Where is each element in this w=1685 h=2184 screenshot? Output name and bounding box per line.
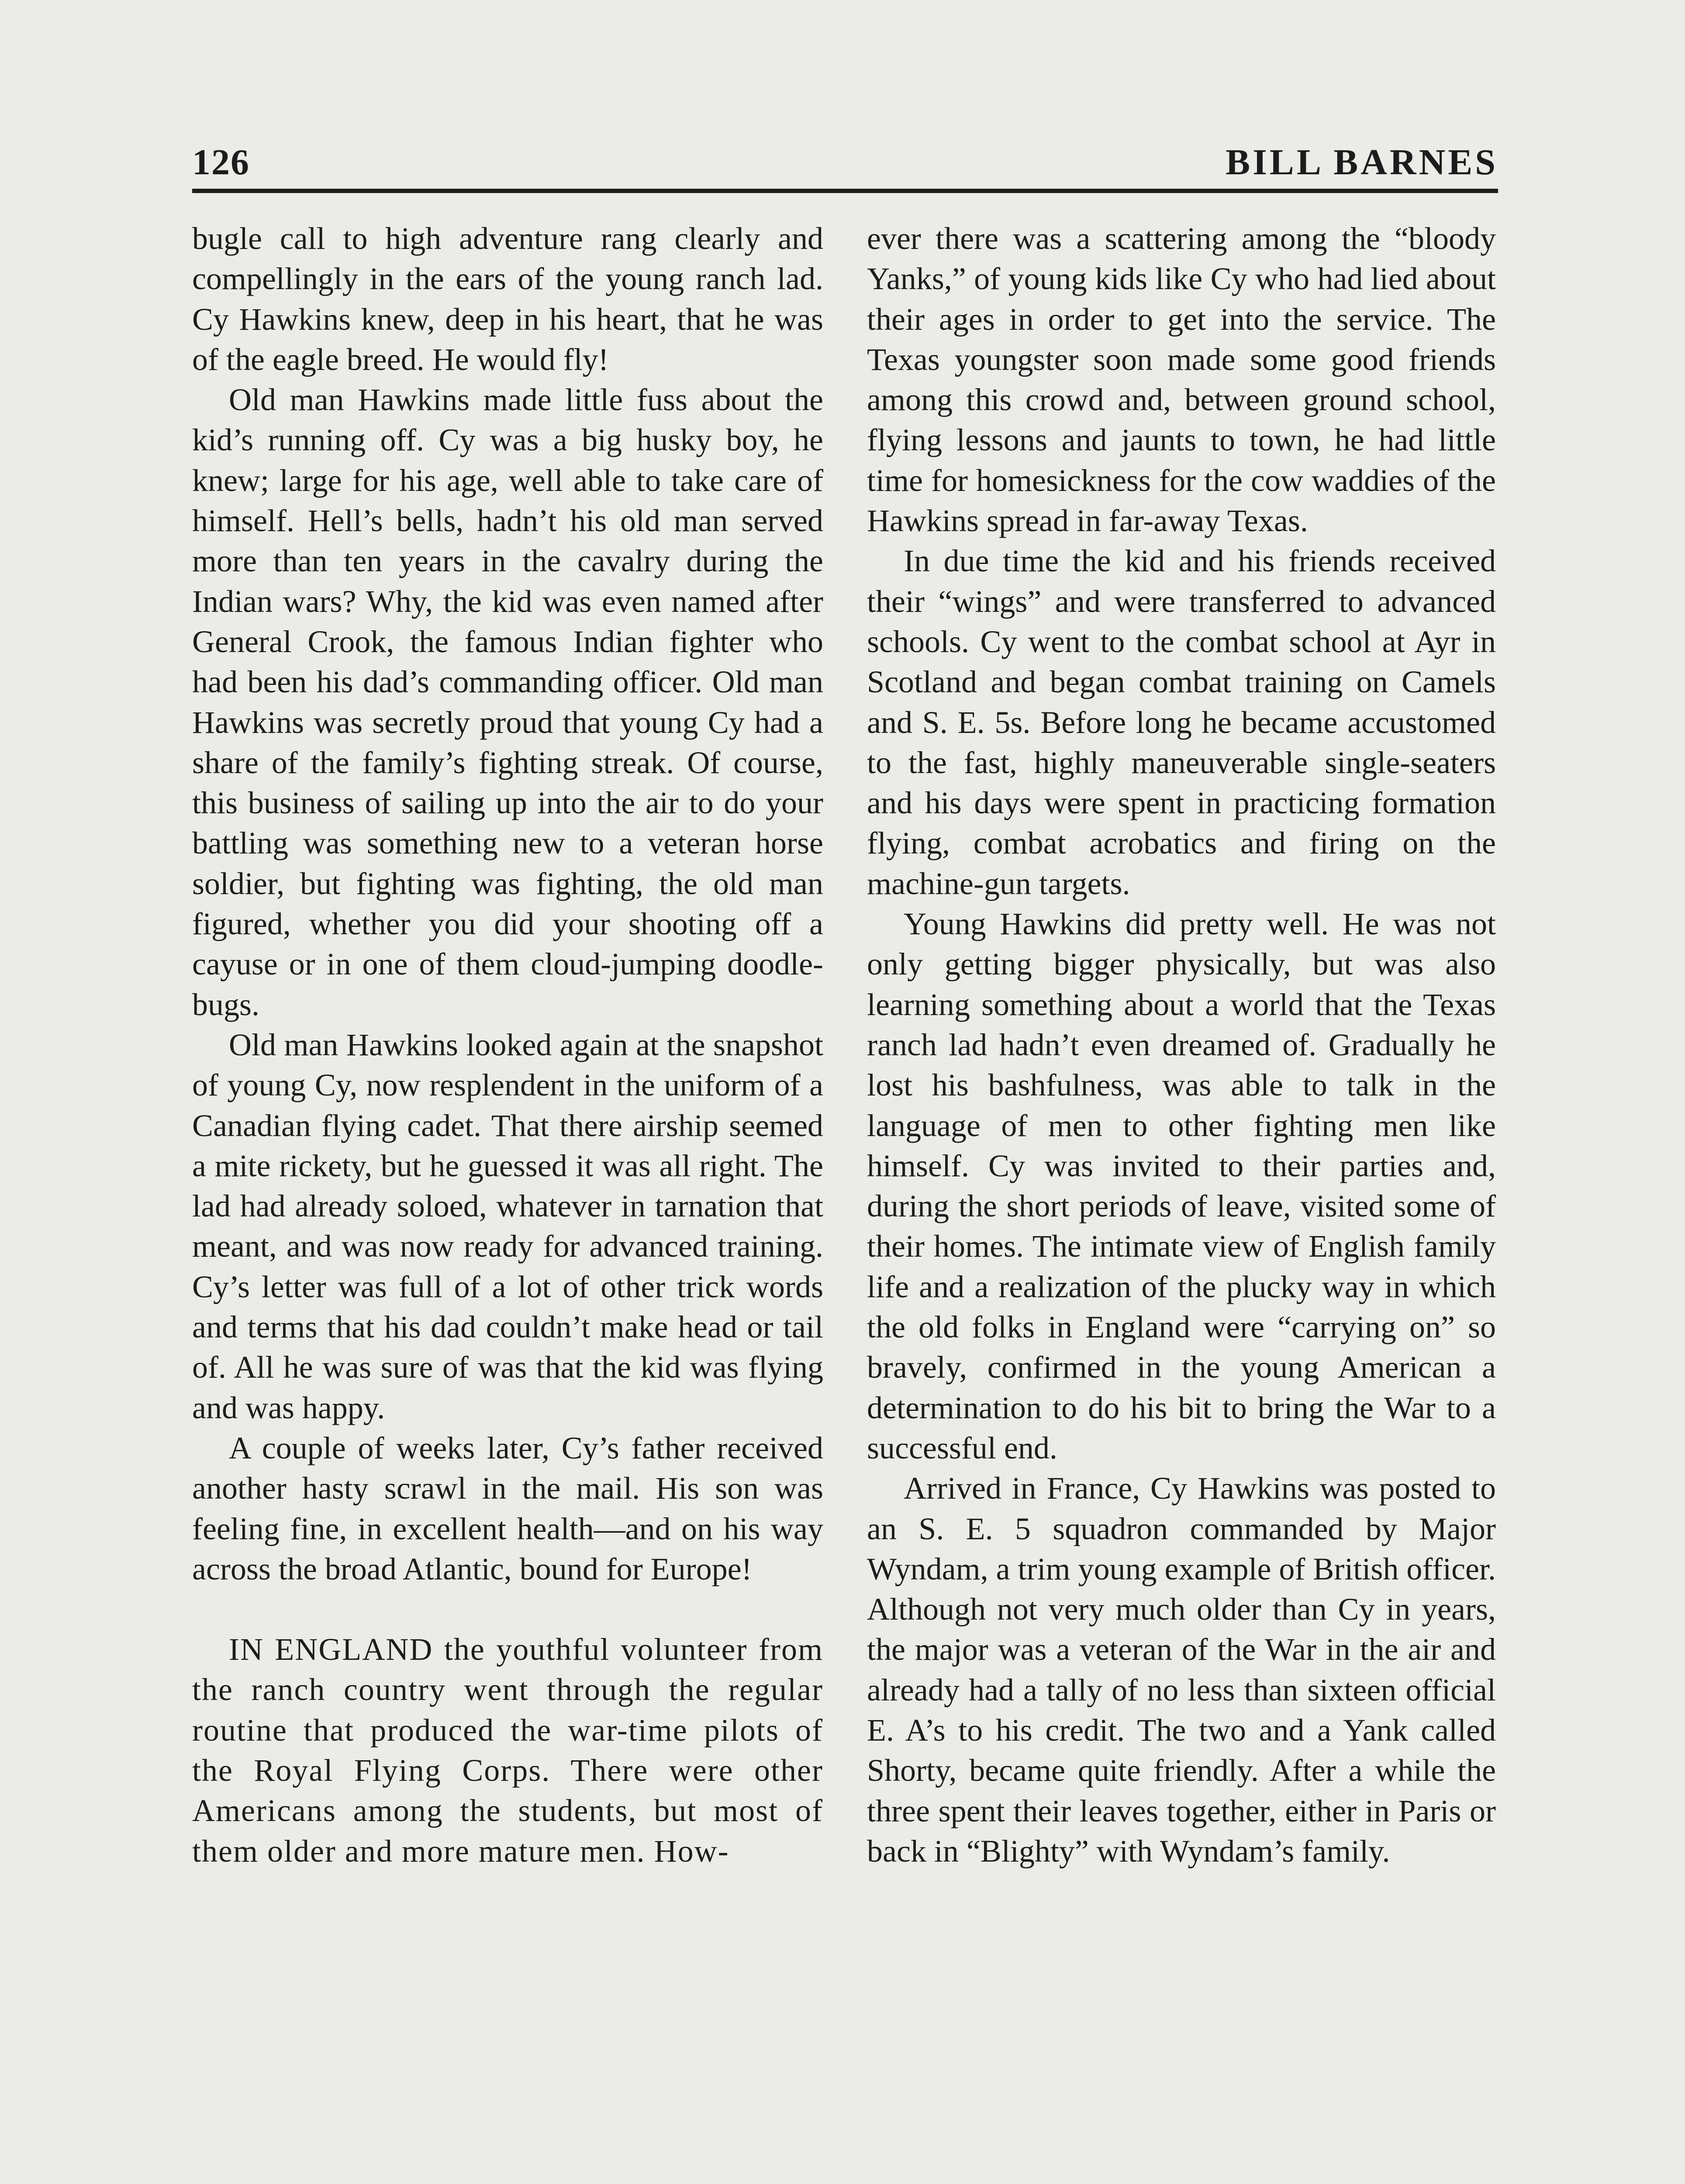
page-header	[192, 141, 1498, 189]
left-column	[192, 218, 823, 1871]
paragraph: In due time the kid and his friends received their “wings” and were transferred to advanced schools. Cy went to the combat school at Ayr in Scotland and began combat training on Camels and S. E. 5s. Before long he became accustomed to the fast, highly maneuverable single-seaters and his days were spent in practicing formation flying, combat acrobatics and firing on the machine-gun targets.	[867, 543, 1496, 901]
paragraph: Arrived in France, Cy Hawkins was posted to an S. E. 5 squadron commanded by Major Wyndam, a trim young example of British officer. Although not very much older than Cy in years, the major was a veteran of the War in the air and already had a tally of no less than sixteen official E. A’s to his credit. The two and a Yank called Shorty, became quite friendly. After a while the three spent their leaves together, either in Paris or back in “Blighty” with Wyndam’s family.	[867, 1471, 1496, 1869]
paragraph: bugle call to high adventure rang clearly and compellingly in the ears of the young ranch lad. Cy Hawkins knew, deep in his heart, that he was of the eagle breed. He would fly!	[192, 221, 823, 377]
section-lead-paragraph: IN ENGLAND the youthful volunteer from the ranch country went through the regular routine that produced the war-time pilots of the Royal Flying Corps. There were other Americans among the students, but most of them older and more mature men. How-	[192, 1632, 823, 1869]
header-rule	[192, 189, 1498, 193]
paragraph: A couple of weeks later, Cy’s father received another hasty scrawl in the mail. His son was feeling fine, in excellent health—and on his way across the broad Atlantic, bound for Europe!	[192, 1430, 823, 1586]
paragraph: Old man Hawkins made little fuss about the kid’s running off. Cy was a big husky boy, he knew; large for his age, well able to take care of himself. Hell’s bells, hadn’t his old man served more than ten years in the cavalry during the Indian wars? Why, the kid was even named after General Crook, the famous Indian fighter who had been his dad’s commanding officer. Old man Hawkins was secretly proud that young Cy had a share of the family’s fighting streak. Of course, this business of sailing up into the air to do your battling was something new to a veteran horse soldier, but fighting was fighting, the old man figured, whether you did your shooting off a cayuse or in one of them cloud-jumping doodle-bugs.	[192, 382, 823, 1022]
paragraph: ever there was a scattering among the “bloody Yanks,” of young kids like Cy who had lied about their ages in order to get into the service. The Texas youngster soon made some good friends among this crowd and, between ground school, flying lessons and jaunts to town, he had little time for homesickness for the cow waddies of the Hawkins spread in far-away Texas.	[867, 221, 1496, 539]
page-number: 126	[192, 142, 250, 183]
running-title: BILL BARNES	[1226, 142, 1498, 183]
right-column	[867, 218, 1496, 1871]
paragraph: Old man Hawkins looked again at the snapshot of young Cy, now resplendent in the uniform of a Canadian flying cadet. That there airship seemed a mite rickety, but he guessed it was all right. The lad had already soloed, whatever in tarnation that meant, and was now ready for advanced training. Cy’s letter was full of a lot of other trick words and terms that his dad couldn’t make head or tail of. All he was sure of was that the kid was flying and was happy.	[192, 1027, 823, 1425]
paragraph: Young Hawkins did pretty well. He was not only getting bigger physically, but was also learning something about a world that the Texas ranch lad hadn’t even dreamed of. Gradually he lost his bashfulness, was able to talk in the language of men to other fighting men like himself. Cy was invited to their parties and, during the short periods of leave, visited some of their homes. The intimate view of English family life and a realization of the plucky way in which the old folks in England were “carrying on” so bravely, confirmed in the young American a determination to do his bit to bring the War to a successful end.	[867, 906, 1496, 1465]
